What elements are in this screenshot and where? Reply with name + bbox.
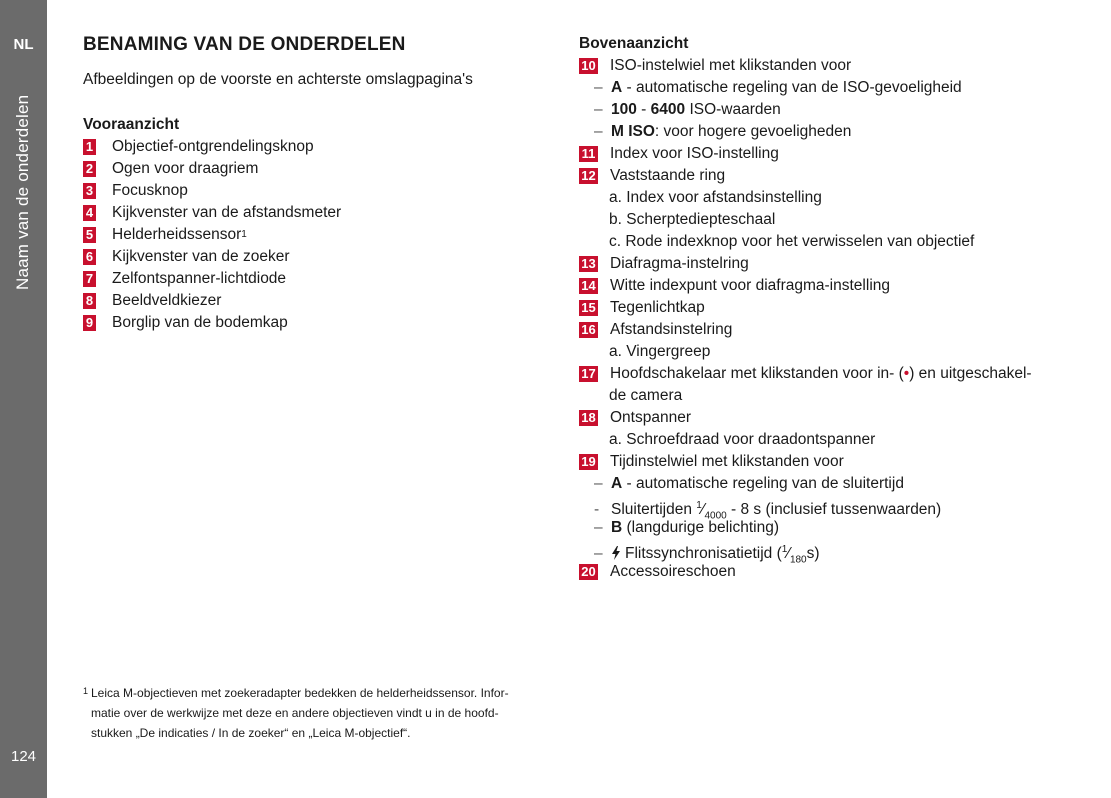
- front-view-heading: Vooraanzicht: [83, 116, 180, 133]
- item-text: Vaststaande ring: [610, 167, 726, 184]
- item-number: 19: [579, 454, 598, 470]
- item-text: Objectief-ontgrendelingsknop: [112, 138, 314, 155]
- list-item: [83, 268, 543, 290]
- dash: -: [594, 501, 600, 519]
- language-label: NL: [13, 36, 34, 53]
- footnote-line: matie over de werkwijze met deze en andere objectieven vindt u in de hoofd-: [91, 706, 499, 720]
- setting-symbol: A: [611, 475, 623, 492]
- dash: –: [594, 545, 603, 563]
- sub-item-text: s): [806, 545, 820, 563]
- item-number: 13: [579, 256, 598, 272]
- sub-item: [579, 77, 1059, 99]
- list-item: [83, 224, 543, 246]
- dash: –: [594, 101, 603, 118]
- sub-item-text: - automatische regeling van de ISO-gevoeligheid: [622, 79, 962, 96]
- item-text: ISO-instelwiel met klikstanden voor: [610, 57, 852, 74]
- item-number: 14: [579, 278, 598, 294]
- fraction-slash: ⁄: [787, 545, 790, 563]
- list-item: [83, 136, 543, 158]
- item-number: 12: [579, 168, 598, 184]
- item-number: 1: [83, 139, 96, 155]
- item-number: 10: [579, 58, 598, 74]
- item-text: Focusknop: [112, 182, 188, 199]
- flash-bolt-icon: [611, 546, 621, 560]
- list-item: [579, 297, 1059, 319]
- sub-item-text: - 8 s (inclusief tussenwaarden): [726, 501, 942, 519]
- list-item: [579, 253, 1059, 275]
- sub-item-text: : voor hogere gevoeligheden: [654, 123, 852, 140]
- setting-symbol: M ISO: [611, 123, 655, 140]
- item-text: Diafragma-instelring: [610, 255, 749, 272]
- sub-item-text: (langdurige belichting): [622, 519, 780, 536]
- item-text: Ogen voor draagriem: [112, 160, 259, 177]
- sub-item: a. Schroefdraad voor draadontspanner: [609, 431, 876, 448]
- fraction-denominator: 180: [789, 554, 807, 566]
- footnote-line: stukken „De indicaties / In de zoeker“ en „Leica M-objectief“.: [91, 726, 411, 740]
- sidebar: [0, 0, 47, 798]
- sub-item: [579, 539, 1059, 566]
- item-text: Tijdinstelwiel met klikstanden voor: [610, 453, 844, 470]
- item-number: 17: [579, 366, 598, 382]
- dash: –: [594, 79, 603, 96]
- item-text: Zelfontspanner-lichtdiode: [112, 270, 287, 287]
- list-item: [579, 363, 1059, 385]
- item-text: Afstandsinstelring: [610, 321, 733, 338]
- item-number: 4: [83, 205, 96, 221]
- item-number: 6: [83, 249, 96, 265]
- item-text: Ontspanner: [610, 409, 691, 426]
- list-item: [83, 158, 543, 180]
- item-text-part: Hoofdschakelaar met klikstanden voor in- (: [610, 365, 904, 382]
- dash: –: [594, 123, 603, 140]
- chapter-title-vertical: Naam van de onderdelen: [13, 94, 32, 290]
- footnote: [83, 683, 553, 743]
- list-item: [83, 180, 543, 202]
- item-number: 2: [83, 161, 96, 177]
- item-text: Borglip van de bodemkap: [112, 314, 288, 331]
- page-number: 124: [10, 748, 37, 765]
- item-text: Accessoireschoen: [610, 563, 736, 580]
- list-item: [83, 246, 543, 268]
- list-item: [83, 202, 543, 224]
- footnote-mark: 1: [83, 686, 89, 696]
- fraction-slash: ⁄: [701, 501, 705, 519]
- setting-symbol: 6400: [650, 101, 686, 118]
- item-text: Kijkvenster van de zoeker: [112, 248, 290, 265]
- fraction-denominator: 4000: [704, 510, 727, 522]
- item-number: 9: [83, 315, 96, 331]
- list-item: [579, 165, 1059, 187]
- list-item: [83, 290, 543, 312]
- item-number: 8: [83, 293, 96, 309]
- item-number: 15: [579, 300, 598, 316]
- list-item: [83, 312, 543, 334]
- dash: –: [594, 519, 603, 536]
- item-text: Helderheidssensor: [112, 226, 242, 243]
- sub-item-text: Sluitertijden: [611, 501, 697, 519]
- item-number: 5: [83, 227, 96, 243]
- sub-item: c. Rode indexknop voor het verwisselen van objectief: [609, 233, 975, 250]
- item-number: 7: [83, 271, 96, 287]
- front-view-section: [83, 114, 543, 334]
- list-item: [579, 143, 1059, 165]
- setting-symbol: B: [611, 519, 623, 536]
- fraction-numerator: 1: [781, 544, 788, 555]
- item-number: 3: [83, 183, 96, 199]
- list-item: [579, 407, 1059, 429]
- list-item: [579, 275, 1059, 297]
- item-number: 20: [579, 564, 598, 580]
- sub-item: b. Scherptediepteschaal: [609, 211, 776, 228]
- on-dot-symbol: •: [903, 365, 910, 382]
- item-text: Tegenlichtkap: [610, 299, 705, 316]
- top-view-heading: Bovenaanzicht: [579, 35, 689, 52]
- sub-item-text: - automatische regeling van de sluitertijd: [622, 475, 904, 492]
- item-number: 18: [579, 410, 598, 426]
- item-text: Beeldveldkiezer: [112, 292, 222, 309]
- front-view-list: [83, 136, 543, 334]
- fraction-numerator: 1: [696, 500, 702, 511]
- list-item: [579, 55, 1059, 77]
- page-title: BENAMING VAN DE ONDERDELEN: [83, 34, 406, 55]
- item-text: Index voor ISO-instelling: [610, 145, 779, 162]
- sub-item: [579, 495, 1059, 522]
- dash: –: [594, 475, 603, 492]
- list-item: [579, 561, 1059, 583]
- list-item: [579, 319, 1059, 341]
- item-number: 11: [579, 146, 598, 162]
- sub-item: [579, 99, 1059, 121]
- sub-item: a. Index voor afstandsinstelling: [609, 189, 822, 206]
- footnote-line: Leica M-objectieven met zoekeradapter bedekken de helderheidssensor. Infor-: [91, 686, 509, 700]
- item-text: Witte indexpunt voor diafragma-instelling: [610, 277, 890, 294]
- sub-item: [579, 121, 1059, 143]
- sub-item: [579, 517, 1059, 539]
- sub-item-text: ISO-waarden: [685, 101, 781, 118]
- item-number: 16: [579, 322, 598, 338]
- item-text-continuation: de camera: [609, 387, 683, 404]
- list-item: [579, 451, 1059, 473]
- item-text-part: ) en uitgeschakel-: [909, 365, 1032, 382]
- separator: -: [636, 101, 651, 118]
- setting-symbol: 100: [611, 101, 637, 118]
- sub-item-text: Flitssynchronisatietijd (: [625, 545, 782, 563]
- item-text: [610, 363, 1032, 385]
- top-view-section: [579, 33, 1059, 583]
- sub-item: a. Vingergreep: [609, 343, 711, 360]
- footnote-reference: 1: [241, 229, 247, 240]
- sub-item: [579, 473, 1059, 495]
- setting-symbol: A: [611, 79, 623, 96]
- item-text: Kijkvenster van de afstandsmeter: [112, 204, 342, 221]
- intro-text: Afbeeldingen op de voorste en achterste omslagpagina's: [83, 71, 473, 88]
